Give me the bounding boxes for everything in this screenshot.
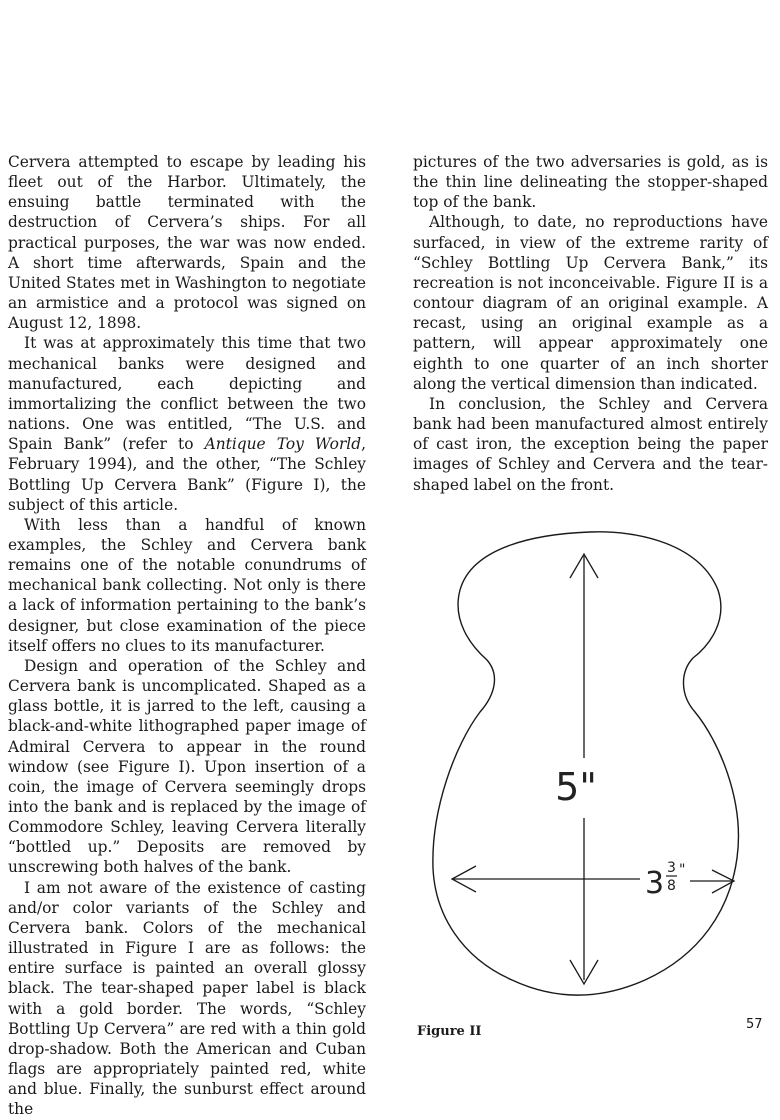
paragraph-text: It was at approximately this time that two mechanical banks were designed and manufactured, each depicting and immortalizing the conflict between the two nations. One was entitled, “The U.S. and Spain Bank” (refer to — [8, 334, 366, 454]
bottle-outline — [433, 532, 739, 995]
figure-caption: Figure II — [417, 1024, 482, 1039]
paragraph: Cervera attempted to escape by leading his fleet out of the Harbor. Ultimately, the ensuing battle terminated with the destruction of Cervera’s ships. For all practical purposes, the war was now ended. A short time afterwards, Spain and the United States met in Washington to negotiate an armistice and a protocol was signed on August 12, 1898. — [8, 153, 366, 333]
paragraph: Although, to date, no reproductions have surfaced, in view of the extreme rarity of “Schley Bottling Up Cervera Bank,” its recreation is not inconceivable. Figure II is a contour diagram of an original example. A recast, using an original example as a pattern, will appear approximately one eighth to one quarter of an inch shorter along the vertical dimension than indicated. — [413, 213, 768, 393]
width-label-whole: 3 — [645, 866, 665, 901]
width-label-inch-mark: " — [679, 862, 686, 878]
width-label-numerator: 3 — [667, 860, 676, 876]
paragraph — [8, 333, 366, 514]
left-column — [8, 152, 366, 1120]
paragraph: In conclusion, the Schley and Cervera bank had been manufactured almost entirely of cast iron, the exception being the paper images of Schley and Cervera and the tear-shaped label on the front. — [413, 394, 768, 494]
paragraph-text: , February 1994), and the other, “The Schley Bottling Up Cervera Bank” (Figure I), the subject of this article. — [8, 435, 366, 514]
right-column — [413, 152, 768, 495]
paragraph: Design and operation of the Schley and Cervera bank is uncomplicated. Shaped as a glass bottle, it is jarred to the left, causing a black-and-white lithographed paper image of Admiral Cervera to appear in the round window (see Figure I). Upon insertion of a coin, the image of Cervera seemingly drops into the bank and is replaced by the image of Commodore Schley, leaving Cervera literally “bottled up.” Deposits are removed by unscrewing both halves of the bank. — [8, 656, 366, 877]
page-number: 57 — [746, 1017, 763, 1032]
paragraph: I am not aware of the existence of casting and/or color variants of the Schley and Cervera bank. Colors of the mechanical illustrated in Figure I are as follows: the entire surface is painted an overall glossy black. The tear-shaped paper label is black with a gold border. The words, “Schley Bottling Up Cervera” are red with a thin gold drop-shadow. Both the American and Cuban flags are appropriately painted red, white and blue. Finally, the sunburst effect around the — [8, 878, 366, 1119]
bottle-contour-diagram — [410, 510, 765, 1010]
paragraph: With less than a handful of known examples, the Schley and Cervera bank remains one of the notable conundrums of mechanical bank collecting. Not only is there a lack of information pertaining to the bank’s designer, but close examination of the piece itself offers no clues to its manufacturer. — [8, 515, 366, 655]
width-label-denominator: 8 — [667, 878, 676, 894]
paragraph: pictures of the two adversaries is gold, as is the thin line delineating the stopper-shaped top of the bank. — [413, 153, 768, 212]
height-label: 5" — [555, 765, 597, 809]
publication-title: Antique Toy World — [204, 435, 362, 454]
